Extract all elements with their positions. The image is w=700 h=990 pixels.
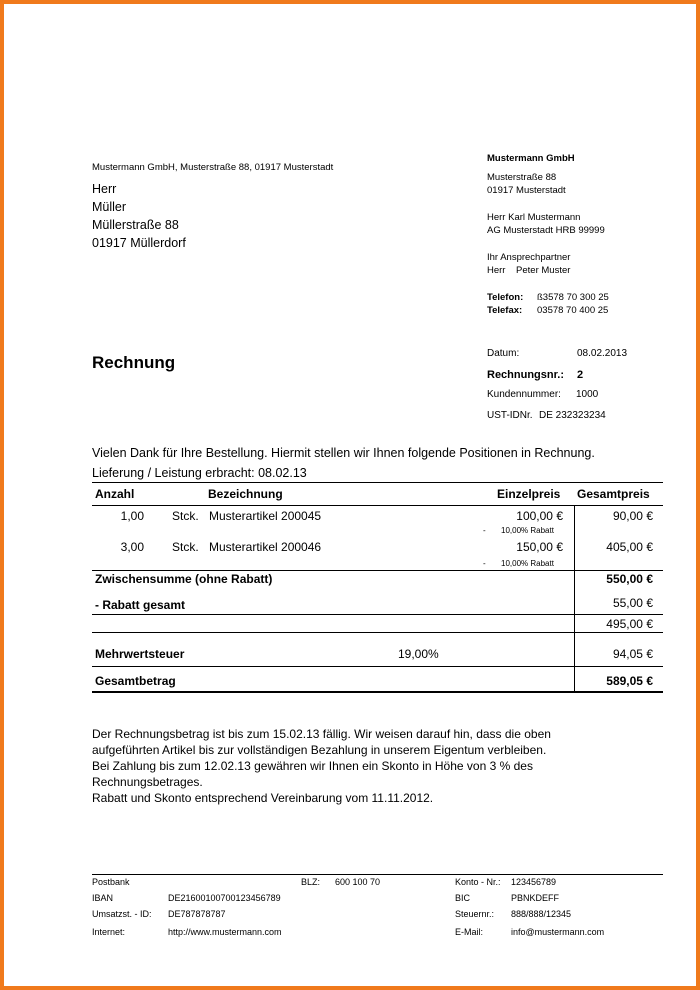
- konto-value: 123456789: [511, 877, 557, 887]
- ust-id-value: DE787878787: [168, 909, 226, 919]
- vat-id-row: [487, 410, 657, 431]
- date-value: 08.02.2013: [577, 348, 628, 359]
- payment-terms: [92, 726, 592, 806]
- customer-value: 1000: [576, 389, 599, 400]
- discount-total-label: - Rabatt gesamt: [95, 598, 186, 612]
- document-title: Rechnung: [92, 353, 176, 372]
- table-header-rule: [92, 505, 663, 506]
- fax-row: [487, 304, 609, 317]
- payment-terms-paragraph-2: Bei Zahlung bis zum 12.02.13 gewähren wir Ihnen ein Skonto in Höhe von 3 % des Rechnungsbetrages.: [92, 759, 533, 789]
- subtotal-label: Zwischensumme (ohne Rabatt): [95, 572, 273, 586]
- vat-id-value: DE 232323234: [539, 409, 606, 421]
- item-unit: Stck.: [172, 509, 199, 523]
- contact-person: Herr Peter Muster: [487, 265, 571, 276]
- total-rule: [92, 691, 663, 693]
- email-label: E-Mail:: [455, 927, 484, 937]
- company-name: Mustermann GmbH: [487, 153, 575, 164]
- vat-rate: 19,00%: [398, 647, 439, 661]
- invoice-number-row: [487, 369, 657, 390]
- company-street: Musterstraße 88: [487, 172, 557, 183]
- blz-label: BLZ:: [301, 877, 321, 887]
- item-total: 90,00 €: [612, 509, 653, 523]
- website-link[interactable]: http://www.mustermann.com: [168, 927, 282, 937]
- item-unit: Stck.: [172, 540, 199, 554]
- phone-label: Telefon:: [487, 292, 524, 303]
- discount-total-value: 55,00 €: [612, 596, 653, 610]
- item-desc: Musterartikel 200045: [209, 509, 322, 523]
- customer-label: Kundennummer:: [487, 389, 561, 400]
- bank-name: Postbank: [92, 877, 130, 887]
- ust-id-label: Umsatzst. - ID:: [92, 909, 152, 919]
- payment-terms-paragraph-1: Der Rechnungsbetrag ist bis zum 15.02.13 fällig. Wir weisen darauf hin, dass die oben aufgeführten Artikel bis zur vollständigen Bezahlung in unserem Eigentum verbleiben.: [92, 727, 551, 757]
- tax-number-label: Steuernr.:: [455, 909, 495, 919]
- sender-line: Mustermann GmbH, Musterstraße 88, 01917 Musterstadt: [92, 162, 334, 173]
- items-bottom-rule: [92, 570, 663, 571]
- company-register: AG Musterstadt HRB 99999: [487, 225, 605, 236]
- bic-value: PBNKDEFF: [511, 893, 560, 903]
- iban-value: DE21600100700123456789: [168, 893, 281, 903]
- footer-rule: [92, 874, 663, 875]
- invoice-meta: [487, 348, 657, 430]
- net-value: 495,00 €: [606, 617, 653, 631]
- subtotal-value: 550,00 €: [606, 572, 653, 586]
- item-discount-dash: -: [483, 559, 486, 568]
- blz-value: 600 100 70: [335, 877, 381, 887]
- header-desc: Bezeichnung: [208, 487, 283, 501]
- item-desc: Musterartikel 200046: [209, 540, 322, 554]
- recipient-salutation: Herr: [92, 182, 117, 196]
- vat-rule: [92, 666, 663, 667]
- vat-amount: 94,05 €: [612, 647, 653, 661]
- vat-id-label: UST-IDNr.: [487, 409, 533, 421]
- item-total: 405,00 €: [606, 540, 653, 554]
- intro-text: [92, 443, 595, 483]
- vat-label: Mehrwertsteuer: [95, 647, 185, 661]
- item-discount: 10,00% Rabatt: [501, 559, 554, 568]
- company-owner: Herr Karl Mustermann: [487, 212, 581, 223]
- recipient-street: Müllerstraße 88: [92, 218, 179, 232]
- header-unit-price: Einzelpreis: [497, 487, 561, 501]
- company-city: 01917 Musterstadt: [487, 185, 566, 196]
- item-unit-price: 100,00 €: [516, 509, 563, 523]
- customer-row: [487, 389, 657, 410]
- invoice-number-label: Rechnungsnr.:: [487, 368, 565, 381]
- recipient-name: Müller: [92, 200, 127, 214]
- header-total: Gesamtpreis: [577, 487, 650, 501]
- grand-total-label: Gesamtbetrag: [95, 674, 176, 688]
- item-discount: 10,00% Rabatt: [501, 526, 554, 535]
- bic-label: BIC: [455, 893, 471, 903]
- recipient-address: [92, 180, 186, 252]
- intro-line-2: Lieferung / Leistung erbracht: 08.02.13: [92, 466, 307, 480]
- fax-label: Telefax:: [487, 305, 523, 316]
- net-rule: [92, 632, 663, 633]
- invoice-number-value: 2: [577, 368, 584, 381]
- date-row: [487, 348, 657, 369]
- item-qty: 3,00: [120, 540, 144, 554]
- header-qty: Anzahl: [95, 487, 135, 501]
- tax-number-value: 888/888/12345: [511, 909, 572, 919]
- payment-terms-paragraph-3: Rabatt und Skonto entsprechend Vereinbarung vom 11.11.2012.: [92, 791, 434, 805]
- grand-total-value: 589,05 €: [606, 674, 653, 688]
- phone-value: ß3578 70 300 25: [537, 292, 609, 303]
- iban-label: IBAN: [92, 893, 114, 903]
- company-info: [487, 152, 609, 317]
- item-discount-dash: -: [483, 526, 486, 535]
- konto-label: Konto - Nr.:: [455, 877, 501, 887]
- intro-line-1: Vielen Dank für Ihre Bestellung. Hiermit stellen wir Ihnen folgende Positionen in Rechnung.: [92, 446, 595, 460]
- date-label: Datum:: [487, 348, 520, 359]
- table-top-rule: [92, 482, 663, 483]
- discount-rule: [92, 614, 663, 615]
- contact-label: Ihr Ansprechpartner: [487, 252, 571, 263]
- item-unit-price: 150,00 €: [516, 540, 563, 554]
- recipient-city: 01917 Müllerdorf: [92, 236, 186, 250]
- fax-value: 03578 70 400 25: [537, 305, 609, 316]
- phone-row: [487, 291, 609, 304]
- email-link[interactable]: info@mustermann.com: [511, 927, 605, 937]
- website-label: Internet:: [92, 927, 126, 937]
- item-qty: 1,00: [120, 509, 144, 523]
